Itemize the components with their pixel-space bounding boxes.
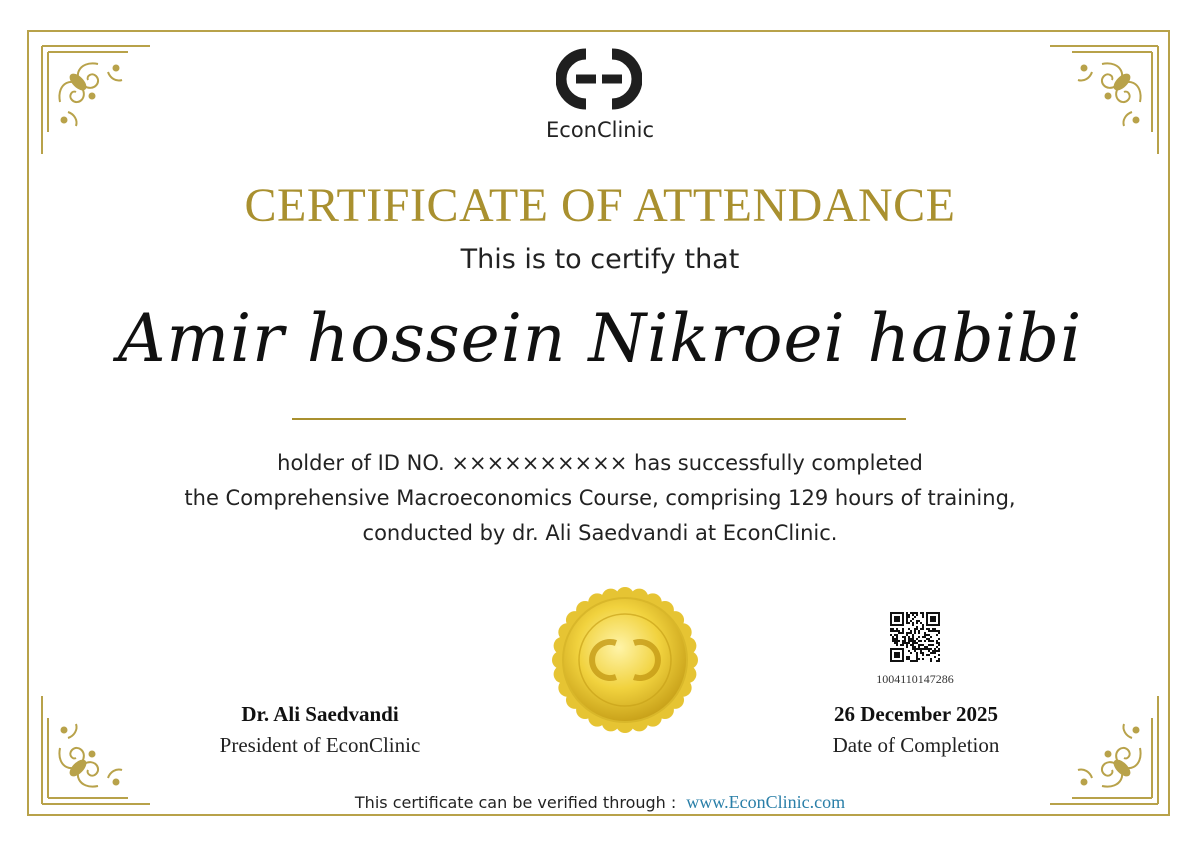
corner-ornament-icon — [1042, 688, 1162, 808]
body-line-1: holder of ID NO. ×××××××××× has successfully completed — [277, 451, 923, 475]
corner-ornament-icon — [38, 688, 158, 808]
qr-code-icon[interactable] — [890, 612, 940, 662]
name-underline — [292, 418, 906, 420]
verify-link[interactable]: www.EconClinic.com — [686, 792, 846, 812]
completion-label: Date of Completion — [832, 733, 1000, 757]
certificate-title: CERTIFICATE OF ATTENDANCE — [244, 179, 956, 232]
corner-ornament-icon — [1042, 42, 1162, 162]
body-line-3: conducted by dr. Ali Saedvandi at EconClinic. — [362, 521, 838, 545]
body-line-2: the Comprehensive Macroeconomics Course, comprising 129 hours of training, — [184, 486, 1016, 510]
completion-date: 26 December 2025 — [833, 702, 999, 726]
qr-number: 1004110147286 — [876, 672, 954, 686]
verification-footer — [0, 792, 1200, 813]
brand-name: EconClinic — [546, 118, 654, 142]
econclinic-logo-icon — [556, 48, 642, 110]
signatory-role: President of EconClinic — [219, 733, 421, 757]
verify-text: This certificate can be verified through : — [354, 793, 677, 812]
signatory-name: Dr. Ali Saedvandi — [241, 702, 399, 726]
signatory-block — [190, 702, 450, 758]
gold-seal-icon — [550, 585, 700, 735]
corner-ornament-icon — [38, 42, 158, 162]
certify-line: This is to certify that — [460, 244, 740, 275]
certificate-body — [0, 446, 1200, 551]
completion-block — [786, 702, 1046, 758]
recipient-name: Amir hossein Nikroei habibi — [117, 300, 1083, 377]
